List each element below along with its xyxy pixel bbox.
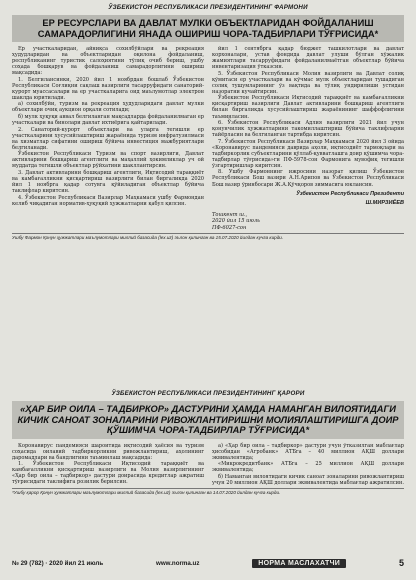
decree-title: ЕР РЕСУРСЛАРИ ВА ДАВЛАТ МУЛКИ ОБЪЕКТЛАРИДАН ФОЙДАЛАНИШ САМАРАДОРЛИГИНИ ЯНАДА ОШИРИШ ЧОРА-ТАДБИРЛАРИ ТЎҒРИСИДА* [12,15,404,42]
decree-paragraph: 8. Ушбу Фармоннинг ижросини назорат қилиш Ўзбекистон Республикаси Бош вазири А.Н.Арипов ва Ўзбекистон Республикаси Бош вазир ўринбосари Ж.А.Қўчқоров зиммасига юклансин. [212,169,404,188]
decree-paragraph: 1. Белгилансинки, 2020 йил 1 ноябрдан бошлаб Ўзбекистон Республикаси Соғлиқни сақлаш вазирлиги тасарруфидаги санаторий-курорт муассасалари ва ер участкаларига оид маълумотлар электрон шаклда юритилади. [12,76,204,101]
decree-paragraph: 2. Санаторий-курорт объектлари ва уларга тегишли ер участкаларини хусусийлаштириш жараёнида туризм инфратузилмаси ва хизматлар сифатини ошириш бўйича инвестиция мажбуриятлари белгиланади. [12,126,204,151]
resolution-footnote: *Ушбу қарор Қонун ҳужжатлари маълумотлари миллий базасида (lex.uz) эълон қилинган ва 14.07.2020 йилдан кучга кирди. [12,488,404,496]
decree-header: ЎЗБЕКИСТОН РЕСПУБЛИКАСИ ПРЕЗИДЕНТИНИНГ ФАРМОНИ [108,4,308,11]
decree-paragraph: б) мулк ҳуқуқи аввал белгиланган мақсадларда фойдаланилмаган ер участкалари ва бинолари давлат ихтиёрига қайтарилади. [12,114,204,127]
brand-label: НОРМА МАСЛАХАТЧИ [252,559,346,568]
decree-number: ПФ-6027-сон [212,224,247,231]
resolution-paragraph: Коронавирус пандемияси шароитида иқтисодий ҳаёсия ва туризм соҳасида оилавий тадбиркорликни ривожлантириш, аҳолининг даромадлари ва бандлигини таъминлаш мақсадида: [12,442,204,461]
decree-section [12,4,404,241]
decree-paragraph: Ўзбекистон Республикаси Туризм ва спорт вазирлиги, Давлат активларини бошқариш агентлиги ва маҳаллий ҳокимликлар уч ой муддатда тегишли объектлар рўйхатини шакллантирсин. [12,151,204,170]
resolution-column-left [12,443,204,487]
decree-paragraph: 3. Давлат активларини бошқариш агентлиги, Иқтисодий тараққиёт ва камбағалликни қисқартириш вазирлиги билан биргаликда 2020 йил 1 ноябрга қадар сотувга қўйиладиган объектлар бўйича таклифлар киритсин. [12,169,204,195]
decree-column-right-text [212,46,404,188]
decree-columns [12,46,404,231]
decree-paragraph: а) сохилбўйи, туризм ва рекреация ҳудудларидаги давлат мулки объектлари очиқ аукцион орқали сотилади; [12,101,204,114]
decree-footnote: Ушбу Фармон Қонун ҳужжатлари маълумотлари миллий базасида (lex.uz) эълон қилинган ва 15.07.2020 йилдан кучга кирди. [12,233,404,241]
page-number: 5 [398,558,404,568]
resolution-columns [12,443,404,487]
issue-info: № 29 (782) · 2020 йил 21 июль [12,559,104,567]
decree-paragraph: 4. Ўзбекистон Республикаси Вазирлар Маҳкамаси ушбу Фармондан келиб чиқадиган норматив-ҳуқуқий ҳужжатларни қабул қилсин. [12,194,204,207]
decree-paragraph: 6. Ўзбекистон Республикаси Адлия вазирлиги 2021 йил учун қонунчилик ҳужжатларини такомиллаштириш бўйича таклифларни тайёрласин ва белгиланган тартибда киритсин. [212,120,404,139]
resolution-section [12,390,404,496]
page-footer [12,556,404,570]
resolution-header: ЎЗБЕКИСТОН РЕСПУБЛИКАСИ ПРЕЗИДЕНТИНИНГ ҚАРОРИ [111,390,305,397]
resolution-paragraph: а) «Ҳар бир оила – тадбиркор» дастури учун ўтказилган маблағлар ҳисобидан «Агробанк» АТБга – 40 миллион АҚШ доллари эквивалентида; [212,442,404,461]
decree-paragraph: Ер участкаларидан, айниқса сохилбўйлари ва рекреация ҳудудларидан ва объектларидан оқилона фойдаланиш, республиканинг туристик салоҳиятини тўлиқ очиб бериш, ушбу соҳада бошқарув ва фойдаланиш самарадорлигини ошириш мақсадида: [12,46,204,77]
decree-paragraph: 7. Ўзбекистон Республикаси Вазирлар Маҳкамаси 2020 йил 3 ойида «Коронавирус пандемияси даврида аҳоли, иқтисодиёт тармоқлари ва тадбиркорлик субъектларини қўллаб-қувватлашга доир қўшимча чора-тадбирлар тўғрисида»ги ПФ-5978-сон Фармонига мувофиқ тегишли ўзгартиришлар киритсин. [212,138,404,169]
decree-paragraph: 5. Ўзбекистон Республикаси Молия вазирлиги ва Давлат солиқ қўмитаси ер участкалари ва кўчмас мулк объектларидан тушадиган солиқ тушумларининг ўз вақтида ва тўлиқ ундирилиши устидан назоратни кучайтирсин. [212,70,404,95]
decree-column-left [12,46,204,231]
resolution-title: «ҲАР БИР ОИЛА – ТАДБИРКОР» ДАСТУРИНИ ҲАМДА НАМАНГАН ВИЛОЯТИДАГИ КИЧИК САНОАТ ЗОНАЛАРИНИ РИВОЖЛАНТИРИШНИ МОЛИЯЛАШТИРИШГА ДОИР ҚЎШИМЧА ЧОРА-ТАДБИРЛАР ТЎҒРИСИДА* [12,401,404,439]
resolution-paragraph: «Микрокредитбанк» АТБга – 25 миллион АҚШ доллари эквивалентида; [212,461,404,474]
signature-name: Ш.МИРЗИЁЕВ [365,199,404,206]
resolution-paragraph: 1. Ўзбекистон Республикаси Иқтисодий тараққиёт ва камбағалликни қисқартириш вазирлиги ва Молия вазирлигининг «Ҳар бир оила – тадбиркор» дастури доирасида кредитлар ажратиш тўғрисидаги таклифига розилик берилсин. [12,461,204,486]
decree-paragraph: йил 1 сентябрга қадар бюджет ташкилотлари ва давлат корхоналари, устав фондида давлат улуши бўлган хўжалик жамиятлари тасарруфидаги фойдаланилмаётган объектлар бўйича инвентаризация ўтказсин. [212,46,404,71]
resolution-column-right [212,443,404,487]
decree-date: 2020 йил 15 июль [212,218,260,225]
signature-title: Ўзбекистон Республикаси Президенти [296,190,404,197]
decree-column-right [212,46,404,231]
resolution-paragraph: б) Наманган вилоятидаги кичик саноат зоналарини ривожлантириш учун 20 миллион АҚШ доллари эквивалентида маблағлар ажратилсин. [212,473,404,486]
website-link[interactable]: www.norma.uz [156,559,200,567]
decree-paragraph: Ўзбекистон Республикаси Иқтисодий тараққиёт ва камбағалликни қисқартириш вазирлиги Давлат активларини бошқариш агентлиги билан биргаликда хусусийлаштириш жараёнининг шаффофлигини таъминласин. [212,95,404,120]
decree-place: Тошкент ш., [212,212,248,219]
